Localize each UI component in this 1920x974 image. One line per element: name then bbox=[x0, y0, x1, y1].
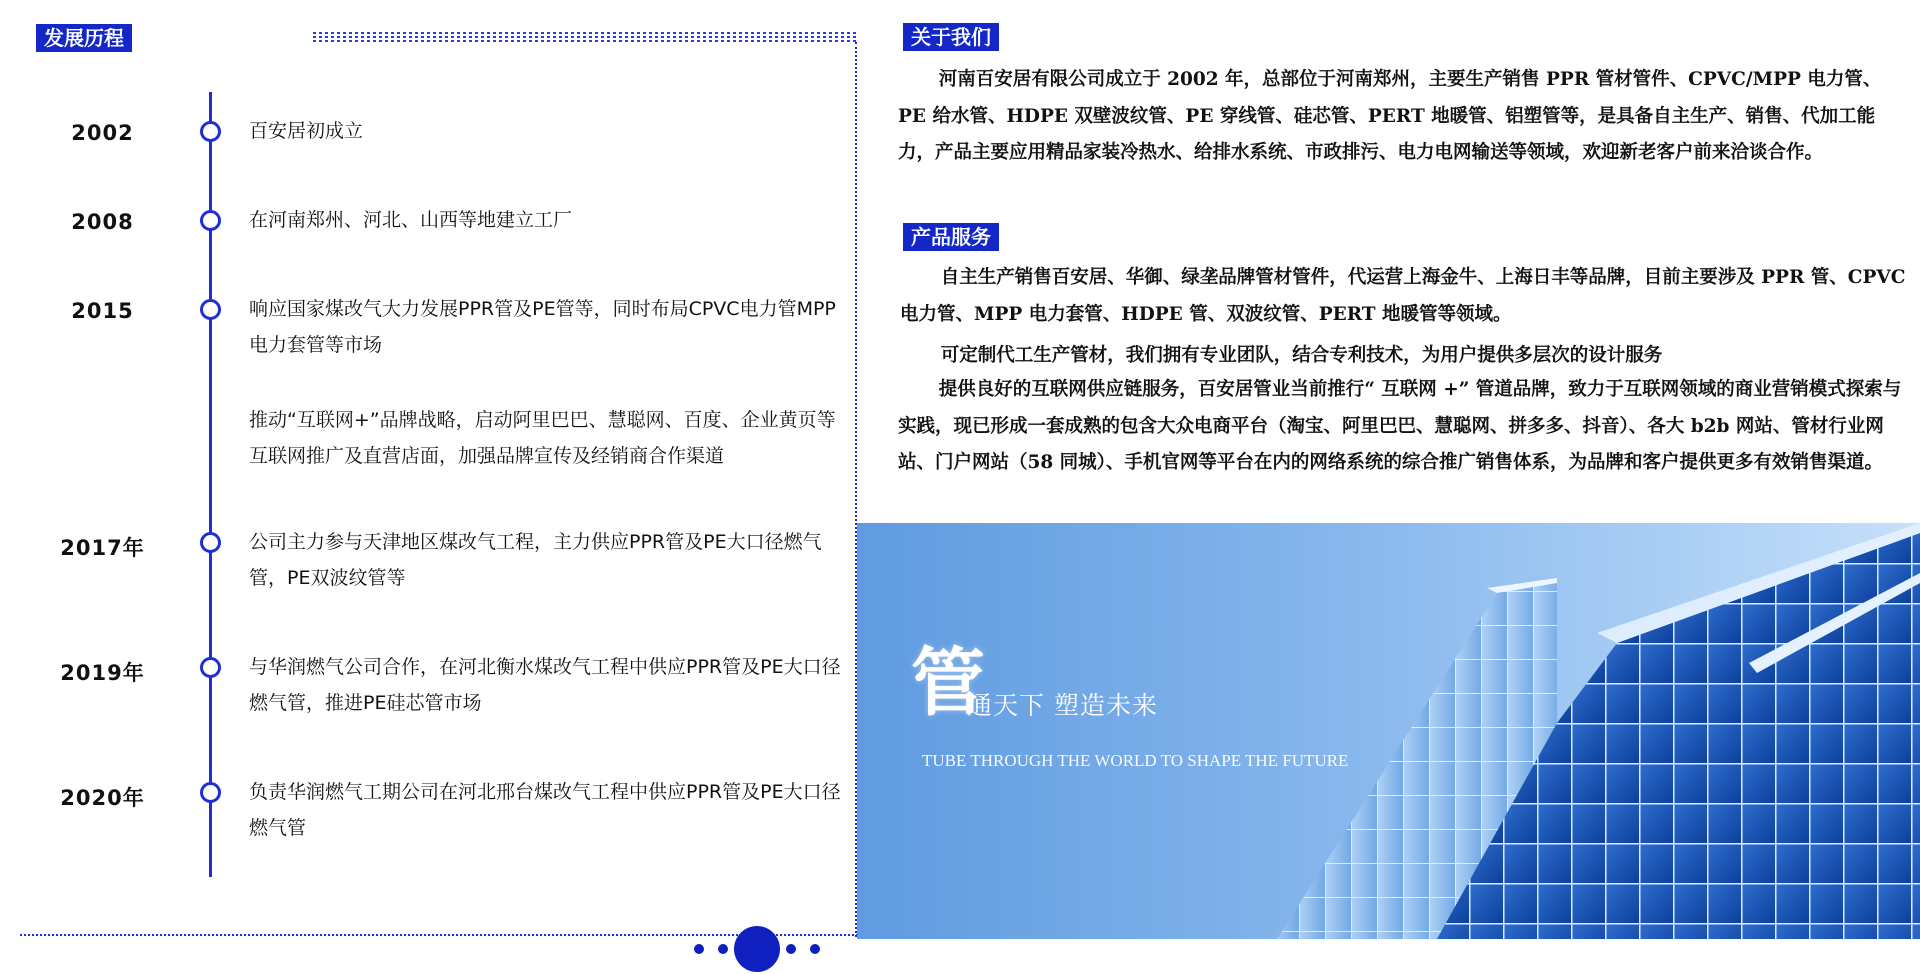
timeline-year: 2020年 bbox=[60, 786, 145, 810]
products-paragraph: 可定制代工生产管材，我们拥有专业团队，结合专利技术，为用户提供多层次的设计服务 bbox=[940, 345, 1663, 366]
timeline-text: 公司主力参与天津地区煤改气工程，主力供应PPR管及PE大口径燃气管，PE双波纹管等 bbox=[249, 531, 822, 589]
products-paragraph: 提供良好的互联网供应链服务，百安居管业当前推行“ 互联网 +” 管道品牌，致力于互联网领域的商业营销模式探索与实践，现已形成一套成熟的包含大众电商平台（淘宝、阿里巴巴、慧聪网、拼多多、抖音）、各大 b2b 网站、管材行业网站、门户网站（58 同城）、手机官网等平台在内的网络系统的综合推广销售体系，为品牌和客户提供更多有效销售渠道。 bbox=[898, 379, 1902, 473]
timeline-year: 2015 bbox=[71, 299, 134, 323]
timeline-text: 百安居初成立 bbox=[249, 120, 364, 142]
dot-ornament bbox=[690, 926, 830, 972]
timeline-year: 2002 bbox=[71, 121, 134, 145]
slogan-text: 通天下 塑造未来 bbox=[967, 691, 1158, 720]
timeline-node bbox=[200, 532, 221, 553]
products-title: 产品服务 bbox=[903, 223, 999, 251]
timeline-text: 响应国家煤改气大力发展PPR管及PE管等，同时布局CPVC电力管MPP电力套管等市场 bbox=[249, 298, 836, 356]
slogan-english: TUBE THROUGH THE WORLD TO SHAPE THE FUTURE bbox=[922, 751, 1349, 770]
timeline-node bbox=[200, 210, 221, 231]
timeline-node bbox=[200, 299, 221, 320]
timeline-text: 与华润燃气公司合作，在河北衡水煤改气工程中供应PPR管及PE大口径燃气管，推进PE硅芯管市场 bbox=[249, 656, 841, 714]
products-paragraph: 自主生产销售百安居、华御、绿垄品牌管材管件，代运营上海金牛、上海日丰等品牌，目前主要涉及 PPR 管、CPVC 电力管、MPP 电力套管、HDPE 管、双波纹管、PERT 地暖管等领域。 bbox=[900, 267, 1906, 325]
slogan-big-char: 管 bbox=[911, 640, 985, 726]
timeline-year: 2017年 bbox=[60, 536, 145, 560]
top-dashed-divider bbox=[313, 30, 856, 42]
timeline-year: 2008 bbox=[71, 210, 134, 234]
slogan-banner bbox=[857, 523, 1920, 939]
timeline-node bbox=[200, 782, 221, 803]
timeline-text: 负责华润燃气工期公司在河北邢台煤改气工程中供应PPR管及PE大口径燃气管 bbox=[249, 781, 841, 839]
timeline-text: 推动“互联网+”品牌战略，启动阿里巴巴、慧聪网、百度、企业黄页等互联网推广及直营店面，加强品牌宣传及经销商合作渠道 bbox=[249, 409, 836, 467]
timeline-year: 2019年 bbox=[60, 661, 145, 685]
timeline-node bbox=[200, 121, 221, 142]
about-title: 关于我们 bbox=[903, 23, 999, 51]
glass-building-illustration bbox=[857, 523, 1920, 939]
about-paragraph: 河南百安居有限公司成立于 2002 年，总部位于河南郑州，主要生产销售 PPR 管材管件、CPVC/MPP 电力管、PE 给水管、HDPE 双壁波纹管、PE 穿线管、硅芯管、PERT 地暖管、铝塑管等，是具备自主生产、销售、代加工能力，产品主要应用精品家装冷热水、给排水系统、市政排污、电力电网输送等领域，欢迎新老客户前来洽谈合作。 bbox=[898, 69, 1882, 163]
timeline-text: 在河南郑州、河北、山西等地建立工厂 bbox=[249, 209, 573, 231]
history-title: 发展历程 bbox=[36, 24, 132, 52]
timeline-node bbox=[200, 657, 221, 678]
